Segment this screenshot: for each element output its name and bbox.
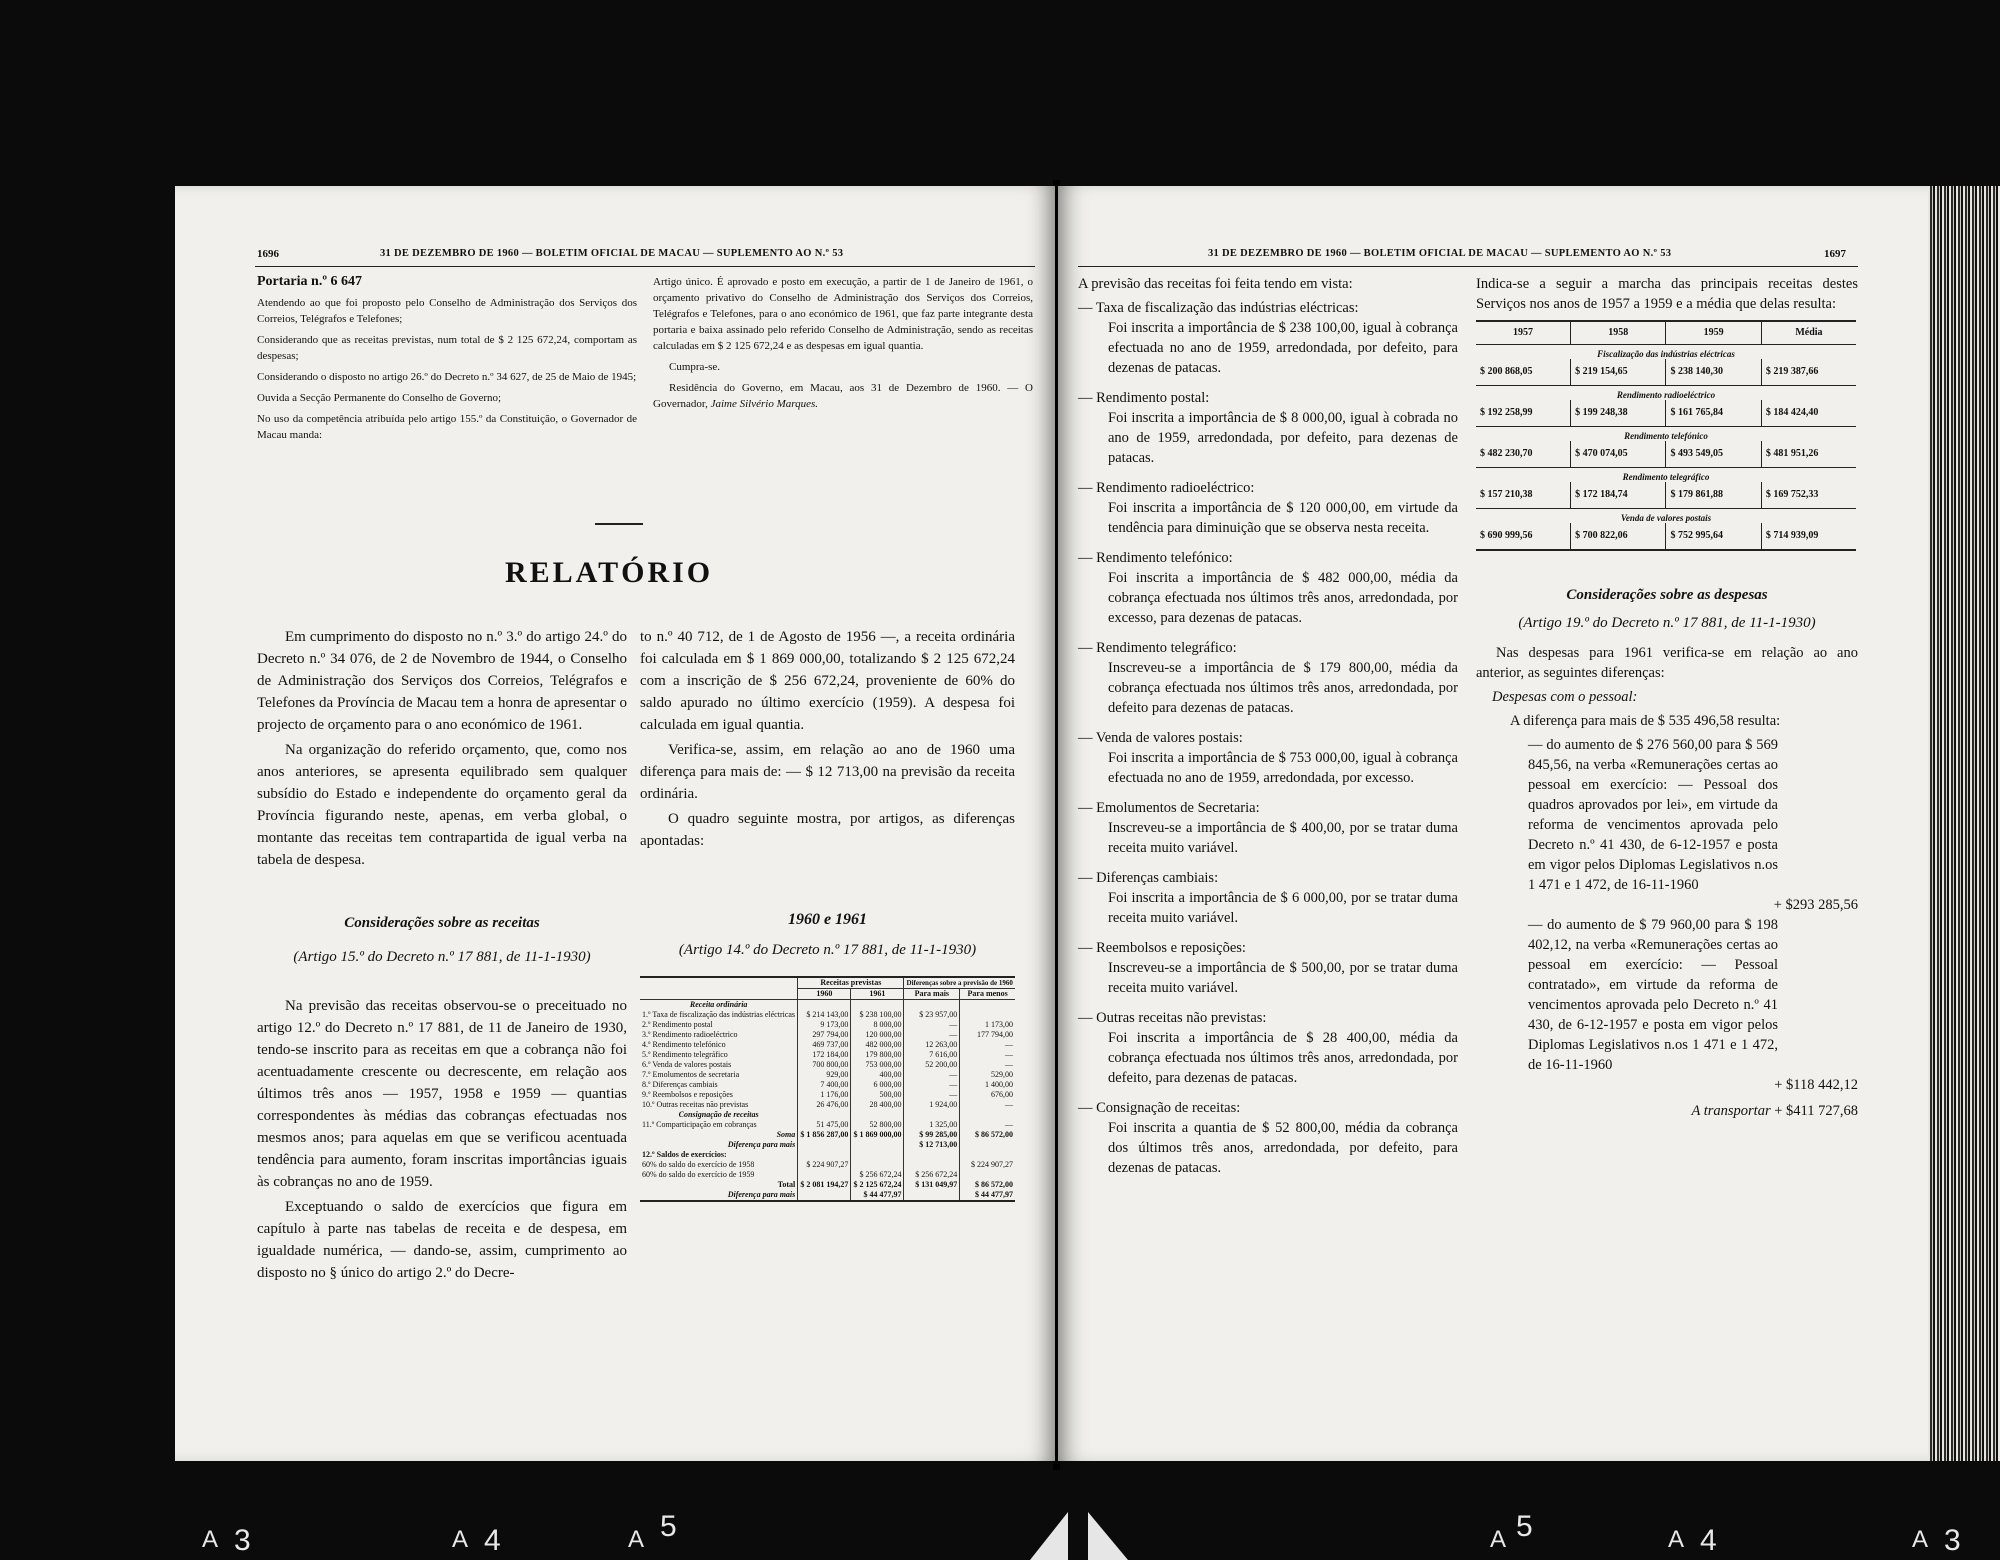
receitas-table-wrapper bbox=[640, 976, 1015, 1202]
aumento-1-value: + $293 285,56 bbox=[1773, 897, 1858, 913]
item-body: Foi inscrita a importância de $ 8 000,00, igual à cobrada no ano de 1959, arredondada, por defeito, para dezenas de patacas. bbox=[1108, 410, 1458, 466]
relatorio-paragraph: Na previsão das receitas observou-se o preceituado no artigo 12.º do Decreto n.º 17 881, de 11 de Janeiro de 1930, tendo-se inscrito para as receitas em que a cobrança não foi acentuadamente crescente ou decrescente, em relação aos últimos três anos — 1957, 1958 e 1959 — quantias correspondentes às médias das cobranças efectuadas nos mesmos anos; para aquelas em que se verificou acentuada tendência para aumento, foram inscritas importâncias iguais às cobranças no ano de 1959. bbox=[257, 998, 627, 1190]
film-marker: A bbox=[1490, 1526, 1507, 1553]
table-row: 60% do saldo do exercício de 1959 $ 256 672,24 $ 256 672,24 bbox=[640, 1170, 1015, 1180]
portaria-paragraph: Atendendo ao que foi proposto pelo Conselho de Administração dos Serviços dos Correios, Telégrafos e Telefones; bbox=[257, 297, 637, 325]
film-marker: 5 bbox=[660, 1510, 677, 1543]
table-row: 7.º Emolumentos de secretaria 929,00 400,00 — 529,00 bbox=[642, 1070, 1013, 1079]
film-marker: A bbox=[202, 1526, 219, 1553]
despesas-column bbox=[1476, 274, 1858, 1121]
item-heading: — Rendimento telefónico: bbox=[1078, 550, 1233, 566]
consideracoes-despesas-heading: Considerações sobre as despesas bbox=[1566, 587, 1768, 603]
item-heading: — Outras receitas não previstas: bbox=[1078, 1010, 1267, 1026]
artigo-15-reference: (Artigo 15.º do Decreto n.º 17 881, de 11-1-1930) bbox=[293, 949, 591, 965]
left-page bbox=[175, 186, 1055, 1461]
header-diferencas: Diferenças sobre a previsão de 1960 bbox=[904, 978, 1015, 989]
table-row-diferenca-total: Diferença para mais $ 44 477,97 $ 44 477,97 bbox=[640, 1190, 1015, 1201]
page-edges bbox=[1928, 186, 2000, 1461]
intro-text: A previsão das receitas foi feita tendo em vista: bbox=[1078, 276, 1353, 292]
item-heading: — Diferenças cambiais: bbox=[1078, 870, 1219, 886]
portaria-column bbox=[257, 274, 637, 448]
indica-text: Indica-se a seguir a marcha das principais receitas destes Serviços nos anos de 1957 a 1959 e a média que delas resulta: bbox=[1476, 276, 1858, 312]
item-body: Foi inscrita a quantia de $ 52 800,00, média da cobrança dos últimos três anos, arredondada, por defeito, para dezenas de patacas. bbox=[1108, 1120, 1458, 1176]
receitas-column bbox=[1078, 274, 1458, 1178]
artigo-19-reference: (Artigo 19.º do Decreto n.º 17 881, de 11-1-1930) bbox=[1518, 615, 1816, 631]
item-body: Foi inscrita a importância de $ 6 000,00, por se tratar duma receita muito variável. bbox=[1108, 890, 1458, 926]
relatorio-paragraph: O quadro seguinte mostra, por artigos, as diferenças apontadas: bbox=[640, 811, 1015, 849]
item-heading: — Rendimento telegráfico: bbox=[1078, 640, 1237, 656]
table-row: 11.º Comparticipação em cobranças 51 475,00 52 800,00 1 325,00 — bbox=[642, 1120, 1013, 1129]
years-heading: 1960 e 1961 bbox=[787, 911, 868, 928]
relatorio-column-2 bbox=[640, 626, 1015, 1202]
residencia-text: Residência do Governo, em Macau, aos 31 de Dezembro de 1960. — O Governador, bbox=[653, 382, 1033, 410]
film-marker: 4 bbox=[1700, 1524, 1717, 1557]
artigo-14-reference: (Artigo 14.º do Decreto n.º 17 881, de 11-1-1930) bbox=[678, 942, 977, 958]
group-caption: Venda de valores postais bbox=[1476, 509, 1856, 524]
aumento-1: — do aumento de $ 276 560,00 para $ 569 845,56, na verba «Remunerações certas ao pessoal em exercício: — Pessoal dos quadros aprovados por lei», em virtude da reforma de vencimentos aprovada pelo Decreto n.º 41 430, de 6-12-1957 e posta em vigor pelos Diplomas Legislativos n.os 1 471 e 1 472, de 16-11-1960 bbox=[1528, 737, 1778, 893]
header-1958: 1958 bbox=[1571, 321, 1666, 345]
item-heading: — Rendimento postal: bbox=[1078, 390, 1210, 406]
item-heading: — Reembolsos e reposições: bbox=[1078, 940, 1246, 956]
item-heading: — Rendimento radioeléctrico: bbox=[1078, 480, 1255, 496]
table-row: 60% do saldo do exercício de 1958 $ 224 907,27 $ 224 907,27 bbox=[642, 1160, 1013, 1169]
relatorio-paragraph: Na organização do referido orçamento, que, como nos anos anteriores, se apresenta equilibrado sem qualquer subsídio do Estado e independente do orçamento geral da Província figurando neste, apenas, em verba global, o montante das receitas tem contrapartida de igual verba na tabela de despesa. bbox=[257, 742, 627, 868]
relatorio-paragraph: Verifica-se, assim, em relação ao ano de 1960 uma diferença para mais de: — $ 12 713,00 na previsão da receita ordinária. bbox=[640, 742, 1015, 802]
transportar-value: + $411 727,68 bbox=[1774, 1103, 1858, 1119]
header-1957: 1957 bbox=[1476, 321, 1571, 345]
center-marker-right bbox=[1088, 1512, 1128, 1560]
item-body: Inscreveu-se a importância de $ 400,00, por se tratar duma receita muito variável. bbox=[1108, 820, 1458, 856]
table-row: 8.º Diferenças cambiais 7 400,00 6 000,00 — 1 400,00 bbox=[642, 1080, 1013, 1089]
cumpra-se: Cumpra-se. bbox=[669, 361, 721, 373]
table-row: 5.º Rendimento telegráfico 172 184,00 179 800,00 7 616,00 — bbox=[642, 1050, 1013, 1059]
table-row: 1.º Taxa de fiscalização das indústrias eléctricas $ 214 143,00 $ 238 100,00 $ 23 957,00 bbox=[640, 1010, 1015, 1020]
header-1961: 1961 bbox=[851, 989, 904, 1000]
film-marker: A bbox=[628, 1526, 645, 1553]
despesas-pessoal-label: Despesas com o pessoal: bbox=[1492, 689, 1638, 705]
header-rule bbox=[255, 266, 1035, 267]
nas-despesas-text: Nas despesas para 1961 verifica-se em relação ao ano anterior, as seguintes diferenças: bbox=[1476, 645, 1858, 681]
item-body: Foi inscrita a importância de $ 120 000,00, em virtude da tendência para diminuição que se observa nesta receita. bbox=[1108, 500, 1458, 536]
diferenca-text: A diferença para mais de $ 535 496,58 resulta: bbox=[1510, 713, 1781, 729]
film-marker: 4 bbox=[484, 1524, 501, 1557]
relatorio-paragraph: Em cumprimento do disposto no n.º 3.º do artigo 24.º do Decreto n.º 34 076, de 2 de Novembro de 1944, o Conselho de Administração dos Serviços dos Correios, Telégrafos e Telefones da Província de Macau tem a honra de apresentar o projecto de orçamento para o ano económico de 1961. bbox=[257, 629, 627, 733]
relatorio-title: RELATÓRIO bbox=[505, 556, 714, 589]
portaria-paragraph: Considerando que as receitas previstas, num total de $ 2 125 672,24, comportam as despesas; bbox=[257, 334, 637, 362]
table-row: 2.º Rendimento postal 9 173,00 8 000,00 — 1 173,00 bbox=[642, 1020, 1013, 1029]
portaria-paragraph: No uso da competência atribuída pelo artigo 155.º da Constituição, o Governador de Macau manda: bbox=[257, 413, 637, 441]
section-label: 12.º Saldos de exercícios: bbox=[642, 1150, 727, 1159]
item-body: Foi inscrita a importância de $ 238 100,00, igual à cobrança efectuada no ano de 1959, arredondada, por defeito, para dezenas de patacas. bbox=[1108, 320, 1458, 376]
page-number: 1696 bbox=[257, 248, 279, 260]
item-body: Foi inscrita a importância de $ 28 400,00, média da cobrança efectuada nos últimos três anos, arredondada, por defeito, para dezenas de patacas. bbox=[1108, 1030, 1458, 1086]
consideracoes-receitas-heading: Considerações sobre as receitas bbox=[344, 915, 540, 931]
transportar-label: A transportar bbox=[1691, 1103, 1771, 1119]
portaria-paragraph: Considerando o disposto no artigo 26.º do Decreto n.º 34 627, de 25 de Maio de 1945; bbox=[257, 371, 637, 383]
portaria-paragraph: Ouvida a Secção Permanente do Conselho de Governo; bbox=[257, 392, 502, 404]
item-heading: — Venda de valores postais: bbox=[1078, 730, 1243, 746]
group-caption: Rendimento radioeléctrico bbox=[1476, 386, 1856, 401]
film-marker: 5 bbox=[1516, 1510, 1533, 1543]
table-row-total: Total $ 2 081 194,27 $ 2 125 672,24 $ 131 049,97 $ 86 572,00 bbox=[777, 1180, 1013, 1189]
center-marker-left bbox=[1030, 1512, 1068, 1560]
right-page bbox=[1058, 186, 1928, 1461]
section-divider bbox=[595, 523, 643, 525]
table-row-diferenca: Diferença para mais $ 12 713,00 bbox=[640, 1140, 1015, 1150]
film-marker: 3 bbox=[1944, 1524, 1961, 1557]
page-number: 1697 bbox=[1824, 248, 1846, 260]
table-row: $ 157 210,38 $ 172 184,74 $ 179 861,88 $ 169 752,33 bbox=[1476, 482, 1856, 509]
header-1960: 1960 bbox=[798, 989, 851, 1000]
header-receitas-previstas: Receitas previstas bbox=[798, 978, 904, 989]
running-head: 31 DE DEZEMBRO DE 1960 — BOLETIM OFICIAL DE MACAU — SUPLEMENTO AO N.º 53 bbox=[380, 248, 844, 259]
table-row: 4.º Rendimento telefónico 469 737,00 482 000,00 12 263,00 — bbox=[642, 1040, 1013, 1049]
item-body: Foi inscrita a importância de $ 753 000,00, igual à cobrança efectuada no ano de 1959, arredondada, por excesso. bbox=[1108, 750, 1458, 786]
item-heading: — Consignação de receitas: bbox=[1078, 1100, 1241, 1116]
governador-name: Jaime Silvério Marques. bbox=[710, 398, 819, 410]
film-marker: A bbox=[1912, 1526, 1929, 1553]
table-row: 3.º Rendimento radioeléctrico 297 794,00 120 000,00 — 177 794,00 bbox=[642, 1030, 1013, 1039]
group-caption: Fiscalização das indústrias eléctricas bbox=[1476, 345, 1856, 360]
header-rule bbox=[1078, 266, 1858, 267]
table-row-soma: Soma $ 1 856 287,00 $ 1 869 000,00 $ 99 285,00 $ 86 572,00 bbox=[776, 1130, 1013, 1139]
table-row: $ 200 868,05 $ 219 154,65 $ 238 140,30 $ 219 387,66 bbox=[1476, 359, 1856, 386]
march-table bbox=[1476, 320, 1856, 551]
header-para-menos: Para menos bbox=[960, 989, 1015, 1000]
item-body: Foi inscrita a importância de $ 482 000,00, média da cobrança efectuada nos últimos três anos, arredondada, por excesso, para dezenas de patacas. bbox=[1108, 570, 1458, 626]
header-para-mais: Para mais bbox=[904, 989, 960, 1000]
relatorio-paragraph: to n.º 40 712, de 1 de Agosto de 1956 —, a receita ordinária foi calculada em $ 1 869 000,00, totalizando $ 2 125 672,24 com a inscrição de $ 256 672,24, proveniente de 60% do saldo apurado no último exercício (1959). A despesa foi calculada em igual quantia. bbox=[640, 629, 1015, 733]
group-caption: Rendimento telegráfico bbox=[1476, 468, 1856, 483]
aumento-2: — do aumento de $ 79 960,00 para $ 198 402,12, na verba «Remunerações certas ao pessoal em exercício: — Pessoal contratado», em virtude da reforma de vencimentos aprovada pelo Decreto n.º 41 430, de 6-12-1957 e posta em vigor pelos Diplomas Legislativos n.os 1 471 e 1 472, de 16-11-1960 bbox=[1528, 917, 1778, 1073]
table-row: $ 192 258,99 $ 199 248,38 $ 161 765,84 $ 184 424,40 bbox=[1476, 400, 1856, 427]
header-media: Média bbox=[1761, 321, 1856, 345]
item-body: Inscreveu-se a importância de $ 500,00, por se tratar duma receita muito variável. bbox=[1108, 960, 1458, 996]
running-head: 31 DE DEZEMBRO DE 1960 — BOLETIM OFICIAL DE MACAU — SUPLEMENTO AO N.º 53 bbox=[1208, 248, 1672, 259]
receitas-table bbox=[640, 978, 1015, 1202]
portaria-column-2 bbox=[653, 274, 1033, 417]
table-row: $ 690 999,56 $ 700 822,06 $ 752 995,64 $ 714 939,09 bbox=[1476, 523, 1856, 550]
residencia bbox=[653, 380, 1033, 412]
artigo-unico: Artigo único. É aprovado e posto em execução, a partir de 1 de Janeiro de 1961, o orçamento privativo do Conselho de Administração dos Serviços dos Correios, Telégrafos e Telefones, para o ano económico de 1961, que faz parte integrante desta portaria e baixa assinado pelo referido Conselho de Administração, sendo as receitas calculadas em $ 2 125 672,24 e as despesas em igual quantia. bbox=[653, 276, 1033, 352]
table-row: 10.º Outras receitas não previstas 26 476,00 28 400,00 1 924,00 — bbox=[642, 1100, 1013, 1109]
film-marker: A bbox=[452, 1526, 469, 1553]
film-marker: A bbox=[1668, 1526, 1685, 1553]
section-label: Receita ordinária bbox=[689, 1000, 748, 1009]
table-row: $ 482 230,70 $ 470 074,05 $ 493 549,05 $ 481 951,26 bbox=[1476, 441, 1856, 468]
header-1959: 1959 bbox=[1666, 321, 1761, 345]
film-marker: 3 bbox=[234, 1524, 251, 1557]
item-body: Inscreveu-se a importância de $ 179 800,00, média da cobrança efectuada nos últimos três anos, arredondada, por defeito para dezenas de patacas. bbox=[1108, 660, 1458, 716]
portaria-title: Portaria n.º 6 647 bbox=[257, 274, 362, 289]
item-heading: — Emolumentos de Secretaria: bbox=[1078, 800, 1260, 816]
relatorio-paragraph: Exceptuando o saldo de exercícios que figura em capítulo à parte nas tabelas de receita e de despesa, em igualdade numérica, — dando-se, assim, cumprimento ao disposto no § único do artigo 2.º do Decre- bbox=[257, 1199, 627, 1281]
section-label: Consignação de receitas bbox=[678, 1110, 759, 1119]
table-row: 6.º Venda de valores postais 700 800,00 753 000,00 52 200,00 — bbox=[642, 1060, 1013, 1069]
relatorio-column-1 bbox=[257, 626, 627, 1287]
group-caption: Rendimento telefónico bbox=[1476, 427, 1856, 442]
table-row: 9.º Reembolsos e reposições 1 176,00 500,00 — 676,00 bbox=[642, 1090, 1013, 1099]
aumento-2-value: + $118 442,12 bbox=[1774, 1077, 1858, 1093]
item-heading: — Taxa de fiscalização das indústrias eléctricas: bbox=[1078, 300, 1359, 316]
